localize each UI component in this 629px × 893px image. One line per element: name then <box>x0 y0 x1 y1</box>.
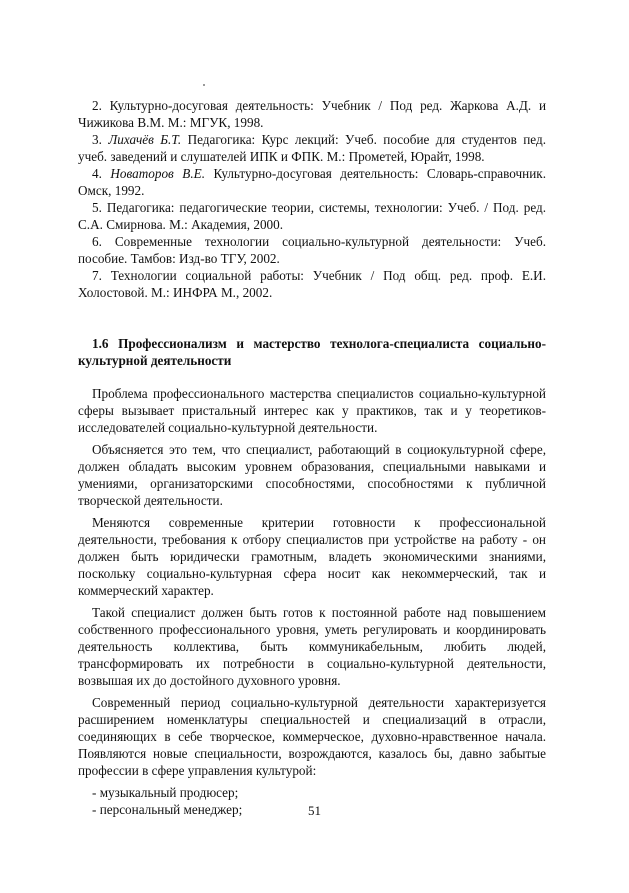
reference-text: Современные технологии социально-культурной деятельности: Учеб. пособие. Тамбов: Изд-во ТГУ, 2002. <box>78 234 546 266</box>
reference-item <box>78 131 546 165</box>
body-paragraph: Современный период социально-культурной деятельности характеризуется расширением номенклатуры специальностей и специализаций в отрасли, соединяющих в себе творческое, коммерческое, духовно-нравственное начала. Появляются новые специальности, возрождаются, казалось бы, давно забытые профессии в сфере управления культурой: <box>78 695 546 778</box>
reference-number: 5. <box>92 200 102 215</box>
reference-text: Педагогика: педагогические теории, системы, технологии: Учеб. / Под. ред. С.А. Смирнова. М.: Академия, 2000. <box>78 200 546 232</box>
reference-number: 4. <box>92 166 102 181</box>
page-number: 51 <box>308 803 321 818</box>
body-paragraph: Такой специалист должен быть готов к постоянной работе над повышением собственного профессионального уровня, уметь регулировать и координировать деятельность коллектива, быть коммуникабельным, любить людей, трансформировать их потребности в социально-культурной деятельности, возвышая их до достойного духовного уровня. <box>78 605 546 688</box>
body-paragraph: Проблема профессионального мастерства специалистов социально-культурной сферы вызывает пристальный интерес как у практиков, так и у теоретиков-исследователей социально-культурной деятельности. <box>78 386 546 435</box>
reference-author: Новаторов В.Е. <box>110 166 205 181</box>
reference-item <box>78 233 546 267</box>
reference-text: Педагогика: Курс лекций: Учеб. пособие для студентов пед. учеб. заведений и слушателей ИПК и ФПК. М.: Прометей, Юрайт, 1998. <box>78 132 546 164</box>
reference-number: 2. <box>92 98 102 113</box>
reference-item <box>78 165 546 199</box>
reference-item <box>78 199 546 233</box>
body-paragraph: Меняются современные критерии готовности к профессиональной деятельности, требования к отбору специалистов при устройстве на работу - он должен быть юридически грамотным, владеть экономическими знаниями, поскольку социально-культурная сфера носит как некоммерческий, так и коммерческий характер. <box>78 515 546 598</box>
body-paragraph: Объясняется это тем, что специалист, работающий в социокультурной сфере, должен обладать высоким уровнем образования, специальными навыками и умениями, организаторскими способностями, способностями к публичной творческой деятельности. <box>78 442 546 508</box>
list-item: - музыкальный продюсер; <box>92 785 239 800</box>
reference-number: 3. <box>92 132 102 147</box>
reference-text: Технологии социальной работы: Учебник / Под общ. ред. проф. Е.И. Холостовой. М.: ИНФРА М., 2002. <box>78 268 546 300</box>
list-item: - персональный менеджер; <box>92 802 243 817</box>
page-content <box>78 97 546 818</box>
reference-text: Культурно-досуговая деятельность: Учебник / Под ред. Жаркова А.Д. и Чижикова В.М. М.: МГУК, 1998. <box>78 98 547 130</box>
reference-item <box>78 267 546 301</box>
scan-speck <box>203 84 205 86</box>
section-heading: 1.6 Профессионализм и мастерство технолога-специалиста социально-культурной деятельности <box>78 336 546 368</box>
reference-author: Лихачёв Б.Т. <box>108 132 182 147</box>
reference-number: 6. <box>92 234 102 249</box>
reference-list <box>78 97 546 301</box>
reference-number: 7. <box>92 268 102 283</box>
reference-item <box>78 97 546 131</box>
reference-text: Культурно-досуговая деятельность: Словарь-справочник. Омск, 1992. <box>78 166 547 198</box>
